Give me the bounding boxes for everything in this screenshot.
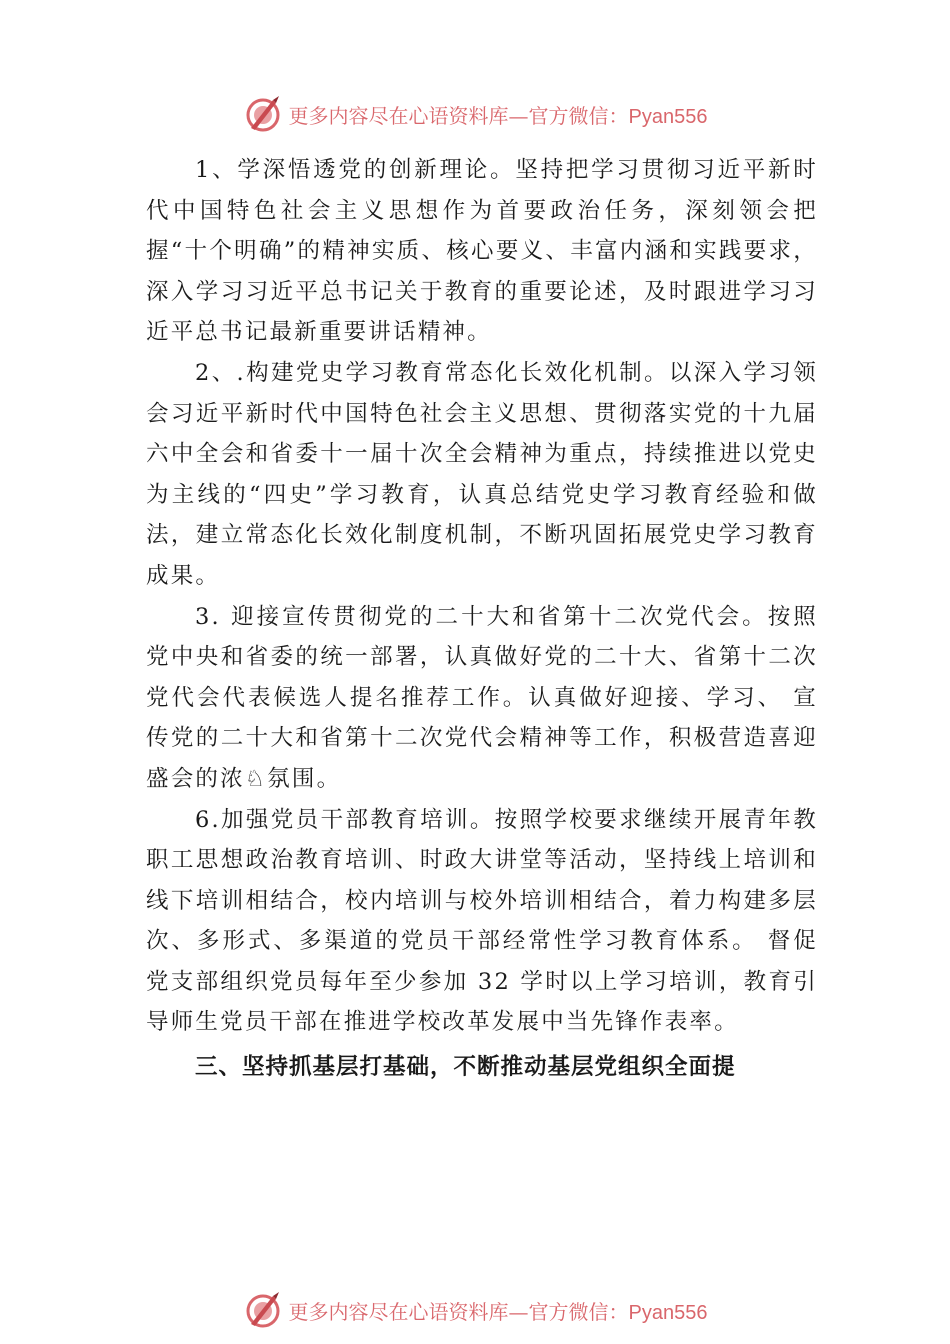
header-site-text: 更多内容尽在心语资料库 — [288, 103, 509, 128]
header-wechat-id: Pyan556 — [628, 105, 708, 128]
paragraph-1: 1、学深悟透党的创新理论。坚持把学习贯彻习近平新时代中国特色社会主义思想作为首要政治任务，深刻领会把握“十个明确”的精神实质、核心要义、丰富内涵和实践要求，深入学习习近平总书记关于教育的重要论述，及时跟进学习习近平总书记最新重要讲话精神。 — [146, 157, 818, 346]
section-heading: 三、坚持抓基层打基础，不断推动基层党组织全面提 — [195, 1054, 736, 1081]
footer-text — [289, 1296, 708, 1325]
footer-wechat-id: Pyan556 — [628, 1301, 708, 1324]
header-banner — [0, 92, 950, 136]
header-wechat-label: 官方微信： — [528, 103, 629, 128]
paragraph-2: 2、.构建党史学习教育常态化长效化机制。以深入学习领会习近平新时代中国特色社会主义思想、贯彻落实党的十九届六中全会和省委十一届十次全会精神为重点，持续推进以党史为主线的“四史”学习教育，认真总结党史学习教育经验和做法，建立常态化长效化制度机制，不断巩固拓展党史学习教育成果。 — [146, 359, 818, 589]
footer-banner — [0, 1288, 950, 1332]
footer-separator: — — [508, 1299, 529, 1324]
footer-site-text: 更多内容尽在心语资料库 — [288, 1299, 509, 1324]
header-separator: — — [508, 103, 529, 128]
document-body — [146, 150, 818, 1087]
pen-circle-icon — [243, 1290, 283, 1330]
header-text — [289, 100, 708, 129]
pen-circle-icon — [243, 94, 283, 134]
paragraph-3: 3. 迎接宣传贯彻党的二十大和省第十二次党代会。按照党中央和省委的统一部署，认真做好党的二十大、省第十二次党代会代表候选人提名推荐工作。认真做好迎接、学习、 宣传党的二十大和省第十二次党代会精神等工作，积极营造喜迎盛会的浓♘氛围。 — [146, 603, 818, 792]
paragraph-4: 6.加强党员干部教育培训。按照学校要求继续开展青年教职工思想政治教育培训、时政大讲堂等活动，坚持线上培训和线下培训相结合，校内培训与校外培训相结合，着力构建多层次、多形式、多渠道的党员干部经常性学习教育体系。 督促党支部组织党员每年至少参加 32 学时以上学习培训，教育引导师生党员干部在推进学校改革发展中当先锋作表率。 — [146, 806, 818, 1036]
footer-wechat-label: 官方微信： — [528, 1299, 629, 1324]
